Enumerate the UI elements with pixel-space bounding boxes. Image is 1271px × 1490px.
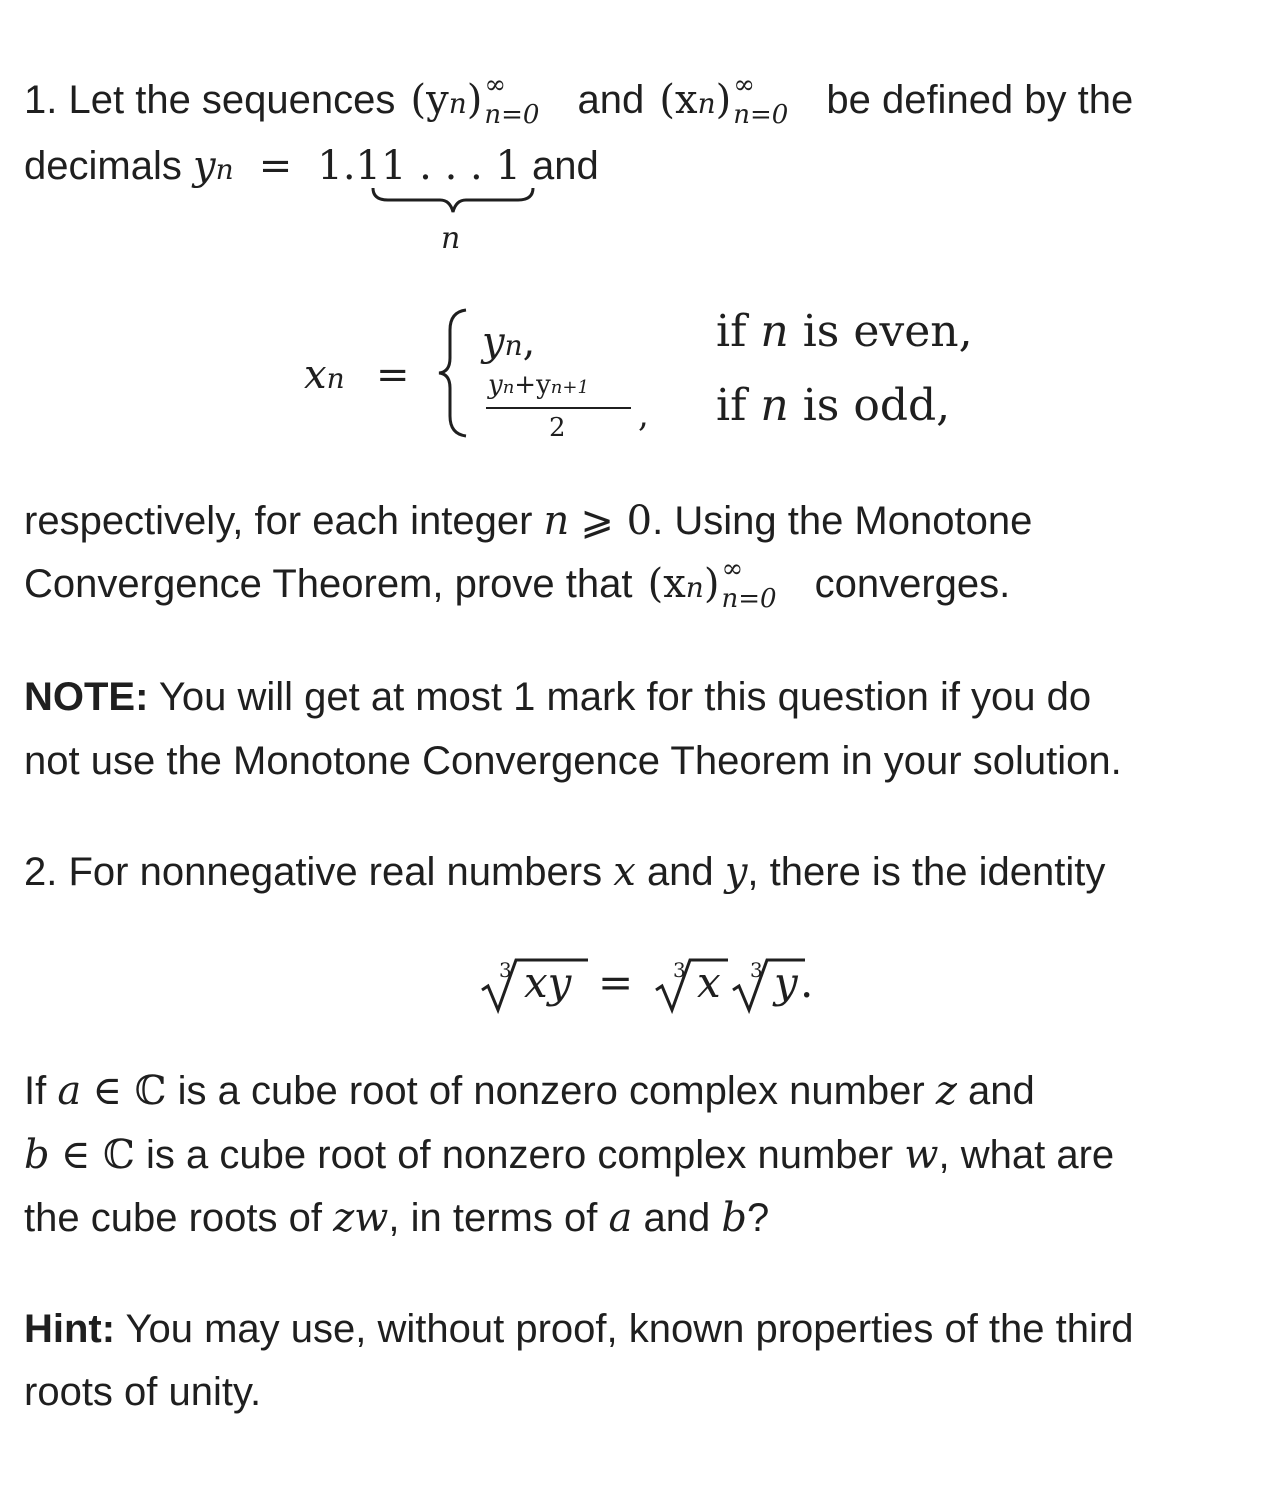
q2-line-3	[24, 1132, 1115, 1178]
question-mark: ?	[746, 1196, 770, 1240]
converges-text: converges.	[814, 562, 1011, 606]
q1-line-3	[24, 498, 1033, 544]
fraction-bar	[486, 407, 631, 409]
what-are-text: , what are	[938, 1133, 1115, 1177]
respectively-text: respectively, for each integer	[24, 499, 533, 543]
var-a-2: a	[608, 1195, 633, 1241]
note-line-2	[24, 741, 1122, 781]
equals-sign: =	[258, 143, 293, 189]
decimal-expansion: 1.11 . . . 1	[317, 143, 521, 189]
q1-defined-text: be defined by the	[826, 78, 1134, 122]
q1-line-1	[24, 70, 1134, 130]
q2-and-3: and	[643, 1196, 711, 1240]
underbrace	[370, 186, 536, 216]
in-complex-a: ∈ ℂ	[92, 1068, 167, 1114]
prove-text: Convergence Theorem, prove that	[24, 562, 633, 606]
seq-y: (yn) ∞ n=0	[410, 70, 540, 130]
in-complex-b: ∈ ℂ	[60, 1132, 135, 1178]
hint-line-1	[24, 1309, 1133, 1349]
hint-line-2	[24, 1372, 261, 1412]
decimals-label: decimals	[24, 144, 182, 188]
q2-line-1	[24, 849, 1106, 895]
q1-intro-text: Let the sequences	[68, 78, 396, 122]
seq-y-sup: ∞	[484, 70, 507, 100]
case2-condition: if n is odd,	[716, 380, 951, 431]
yn-symbol: y	[192, 143, 216, 189]
q1-number: 1.	[24, 78, 58, 122]
cases-lhs: xn	[304, 352, 345, 398]
ineq-n: n	[543, 498, 570, 544]
if-text: If	[24, 1069, 47, 1113]
q1-and: and	[577, 78, 645, 122]
var-w: w	[904, 1132, 939, 1178]
note-text-2: not use the Monotone Convergence Theorem in your solution.	[24, 739, 1122, 783]
identity-period: .	[800, 958, 814, 1007]
radicand-r1: x	[697, 958, 721, 1007]
note-text-1: You will get at most 1 mark for this question if you do	[158, 675, 1092, 719]
q2-line-2	[24, 1068, 1035, 1114]
seq-x: (xn) ∞ n=0	[659, 70, 789, 130]
hint-text-1: You may use, without proof, known properties of the third	[125, 1307, 1134, 1351]
identity-equals: =	[598, 958, 634, 1007]
case2-numerator: yn+yn+1	[488, 370, 589, 400]
var-b-2: b	[721, 1195, 747, 1241]
q1-and-2: and	[532, 144, 599, 188]
var-b: b	[24, 1132, 50, 1178]
underbrace-label: n	[441, 221, 461, 256]
case1-condition: if n is even,	[716, 306, 973, 357]
seq-x-2: (xn) ∞ n=0	[647, 554, 777, 614]
q1-line-4	[24, 554, 1011, 614]
ineq-rest: ⩾ 0	[580, 498, 653, 544]
cube-root-z-text: is a cube root of nonzero complex number	[177, 1069, 925, 1113]
radicand-r2: y	[774, 958, 798, 1007]
monotone-text: . Using the Monotone	[652, 499, 1033, 543]
note-label: NOTE:	[24, 675, 149, 719]
root-index-r1: 3	[673, 958, 686, 982]
left-brace	[436, 308, 470, 438]
root-index-r2: 3	[750, 958, 763, 982]
q1-line-2: decimals yn = 1.11 . . . 1 and	[24, 143, 599, 189]
cube-root-w-text: is a cube root of nonzero complex number	[146, 1133, 894, 1177]
var-y: y	[724, 849, 748, 895]
in-terms-text: , in terms of	[388, 1196, 598, 1240]
root-index-lhs: 3	[499, 958, 512, 982]
seq-y-sub: n=0	[484, 100, 540, 130]
case2-denominator: 2	[549, 413, 566, 443]
note-line-1	[24, 677, 1091, 717]
q2-and: and	[646, 850, 714, 894]
case1-expr: yn,	[482, 319, 536, 365]
var-a: a	[57, 1068, 82, 1114]
q2-line-4	[24, 1195, 770, 1241]
q2-and-2: and	[968, 1069, 1035, 1113]
cube-roots-of-text: the cube roots of	[24, 1196, 322, 1240]
var-zw: zw	[333, 1195, 389, 1241]
var-z: z	[935, 1068, 957, 1114]
cases-equals: =	[376, 352, 410, 398]
q2-intro-text: For nonnegative real numbers	[68, 850, 603, 894]
radicand-lhs: xy	[524, 958, 572, 1007]
q2-number: 2.	[24, 850, 58, 894]
var-x: x	[613, 849, 636, 895]
case2-comma: ,	[638, 395, 649, 435]
identity-text: , there is the identity	[747, 850, 1106, 894]
hint-label: Hint:	[24, 1307, 116, 1351]
hint-text-2: roots of unity.	[24, 1370, 262, 1414]
